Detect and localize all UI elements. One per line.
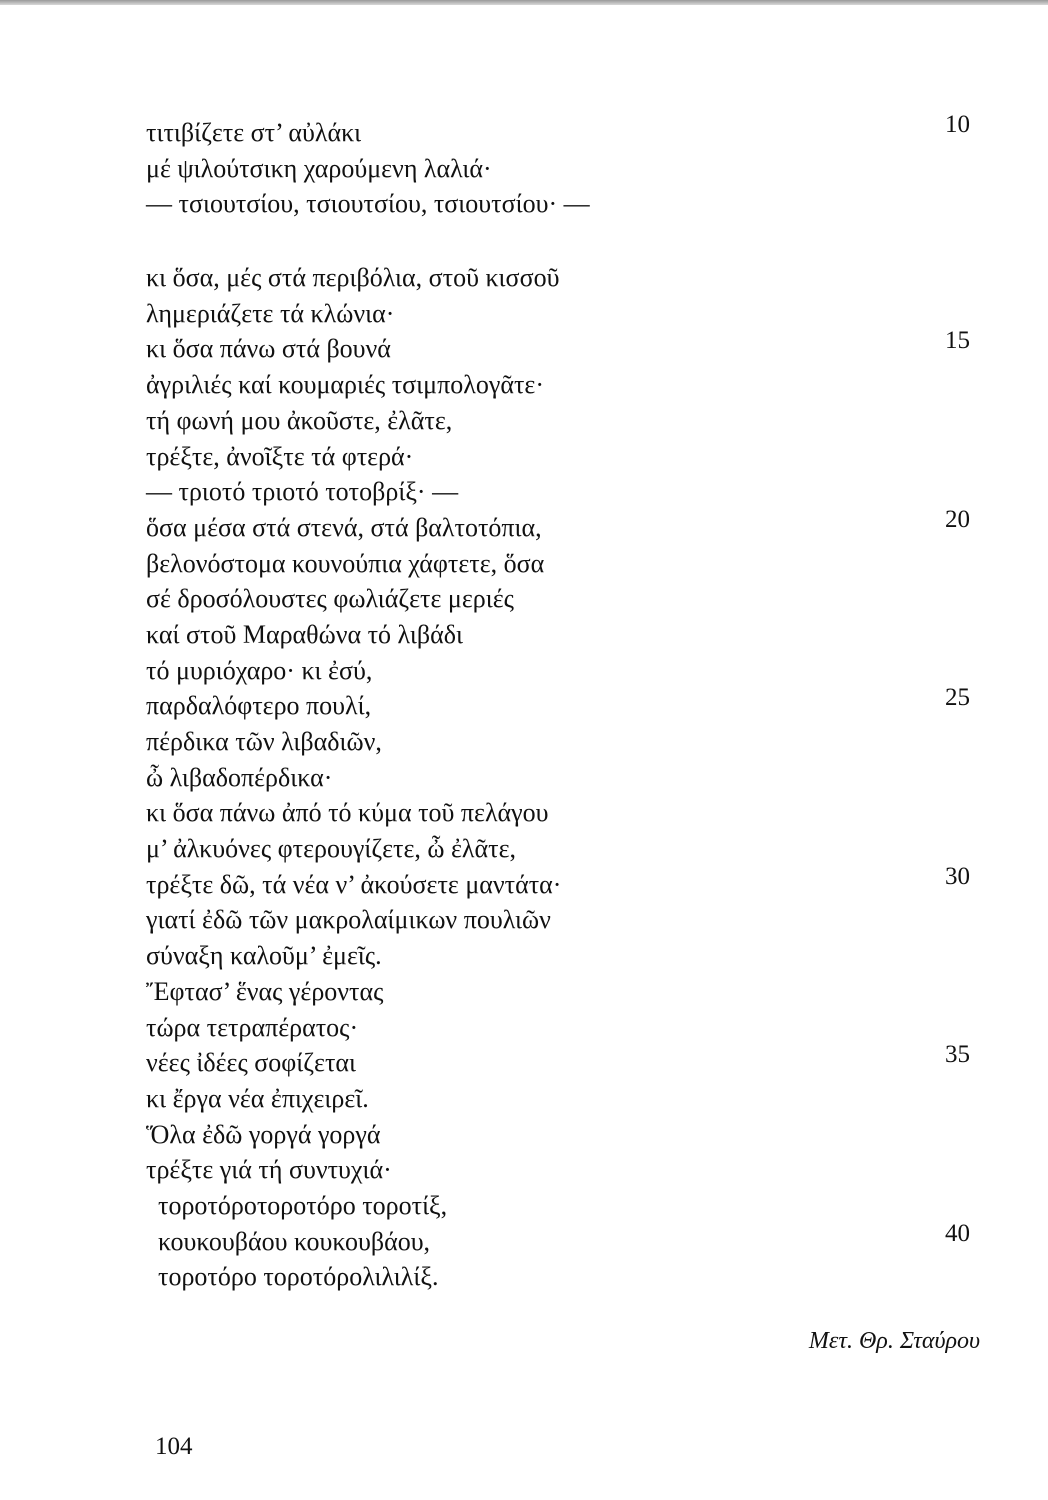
poem-line-text: κι ἔργα νέα ἐπιχειρεῖ.: [146, 1083, 369, 1113]
poem-line: [0, 684, 1048, 724]
poem-line: [0, 403, 1048, 439]
poem-line-text: βελονόστομα κουνούπια χάφτετε, ὅσα: [146, 548, 545, 578]
poem-line-text: ἀγριλιές καί κουμαριές τσιμπολογᾶτε·: [146, 370, 544, 400]
poem-line: [0, 938, 1048, 974]
poem-line: [0, 1188, 1048, 1224]
poem-line-text: νέες ἰδέες σοφίζεται: [146, 1048, 357, 1078]
poem-line-text: τό μυριόχαρο· κι ἐσύ,: [146, 655, 373, 685]
stanza-1: [0, 111, 1048, 222]
poem-line-text: μέ ψιλούτσικη χαρούμενη λαλιά·: [146, 153, 492, 183]
poem-line-text: τιτιβίζετε στ’ αὐλάκι: [146, 118, 362, 147]
poem-line-text: μ’ ἀλκυόνες φτερουγίζετε, ὦ ἐλᾶτε,: [146, 834, 516, 864]
top-border-rule: [0, 0, 1048, 5]
page-number: 104: [155, 1433, 193, 1460]
poem-line: [0, 1259, 1048, 1295]
poem-line: [0, 151, 1048, 187]
poem-line: [0, 1219, 1048, 1260]
line-number: 40: [945, 1219, 970, 1247]
poem-body: [0, 111, 1048, 1295]
poem-line: [0, 1152, 1048, 1188]
poem-line-text: κι ὅσα, μές στά περιβόλια, στοῦ κισσοῦ: [146, 263, 560, 293]
poem-line-text: τρέξτε γιά τή συντυχιά·: [146, 1155, 392, 1185]
poem-line-text: κι ὅσα πάνω στά βουνά: [146, 334, 391, 364]
poem-line: [0, 1081, 1048, 1117]
poem-line-text: κι ὅσα πάνω ἀπό τό κύμα τοῦ πελάγου: [146, 798, 549, 828]
stanza-2: [0, 260, 1048, 1295]
poem-line-text: Ὅλα ἐδῶ γοργά γοργά: [146, 1119, 381, 1149]
poem-line: [0, 111, 1048, 151]
poem-line-text: σέ δροσόλουστες φωλιάζετε μεριές: [146, 584, 514, 614]
poem-line-text: ὅσα μέσα στά στενά, στά βαλτοτόπια,: [146, 512, 542, 542]
poem-line: [0, 186, 1048, 222]
poem-line-text: τρέξτε, ἀνοῖξτε τά φτερά·: [146, 441, 414, 471]
line-number: 25: [945, 684, 970, 712]
poem-line: [0, 862, 1048, 903]
poem-line: [0, 795, 1048, 831]
poem-line-text: τή φωνή μου ἀκοῦστε, ἐλᾶτε,: [146, 405, 453, 435]
poem-line: [0, 474, 1048, 510]
poem-line: [0, 505, 1048, 546]
poem-line-text: τοροτόρο τοροτόρολιλιλίξ.: [158, 1262, 439, 1292]
poem-line-text: καί στοῦ Μαραθώνα τό λιβάδι: [146, 619, 463, 649]
poem-line-text: τρέξτε δῶ, τά νέα ν’ ἀκούσετε μαντάτα·: [146, 869, 562, 899]
poem-line: [0, 327, 1048, 367]
poem-line-text: ὦ λιβαδοπέρδικα·: [146, 762, 333, 792]
poem-line-text: — τσιουτσίου, τσιουτσίου, τσιουτσίου· —: [146, 189, 590, 219]
stanza-gap: [0, 222, 1048, 260]
line-number: 20: [945, 505, 970, 533]
poem-line: [0, 724, 1048, 760]
line-number: 30: [945, 862, 970, 890]
line-number: 35: [945, 1041, 970, 1069]
poem-line: [0, 1010, 1048, 1046]
poem-line-text: πέρδικα τῶν λιβαδιῶν,: [146, 727, 382, 756]
poem-line: [0, 760, 1048, 796]
poem-line: [0, 902, 1048, 938]
poem-line: [0, 1117, 1048, 1153]
poem-line: [0, 296, 1048, 332]
line-number: 10: [945, 111, 970, 138]
poem-line-text: Ἔφτασ’ ἕνας γέροντας: [146, 976, 384, 1006]
poem-line: [0, 1041, 1048, 1081]
poem-line: [0, 367, 1048, 403]
poem-line: [0, 439, 1048, 475]
poem-line: [0, 581, 1048, 617]
poem-line: [0, 831, 1048, 867]
poem-line: [0, 260, 1048, 296]
poem-line: [0, 653, 1048, 689]
poem-line-text: — τριοτό τριοτό τοτοβρίξ· —: [146, 477, 459, 507]
poem-line-text: γιατί ἐδῶ τῶν μακρολαίμικων πουλιῶν: [146, 905, 551, 935]
poem-line: [0, 546, 1048, 582]
poem-line: [0, 974, 1048, 1010]
poem-line-text: κουκουβάου κουκουβάου,: [158, 1226, 431, 1256]
poem-line-text: σύναξη καλοῦμ’ ἐμεῖς.: [146, 941, 382, 971]
translator-credit: Μετ. Θρ. Σταύρου: [808, 1328, 980, 1354]
poem-line: [0, 617, 1048, 653]
poem-line-text: παρδαλόφτερο πουλί,: [146, 691, 372, 721]
poem-line-text: τοροτόροτοροτόρο τοροτίξ,: [158, 1190, 448, 1220]
poem-line-text: τώρα τετραπέρατος·: [146, 1012, 359, 1042]
line-number: 15: [945, 327, 970, 355]
poem-line-text: λημεριάζετε τά κλώνια·: [146, 298, 395, 328]
